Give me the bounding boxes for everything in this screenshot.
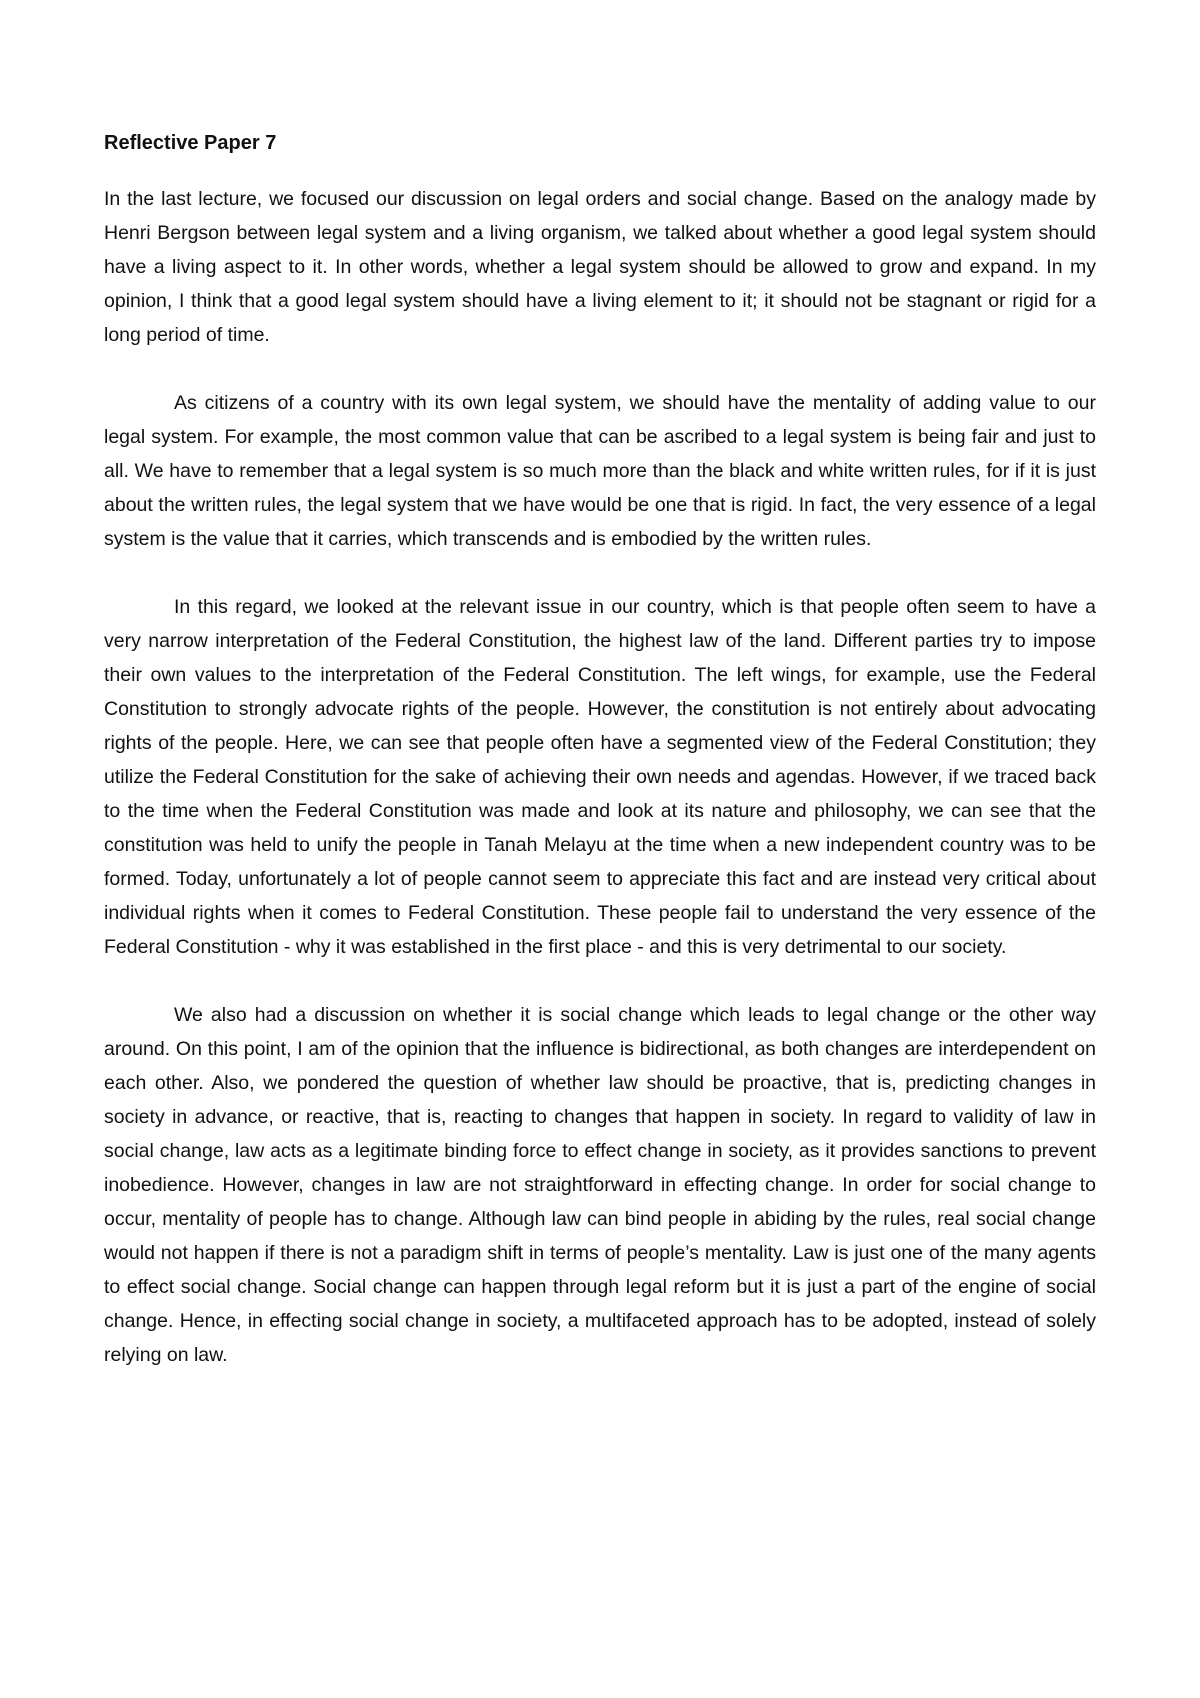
- paragraph-1: In the last lecture, we focused our discussion on legal orders and social change. Based on the analogy made by Henri Bergson between legal system and a living organism, we talked about whether a good legal system should have a living aspect to it. In other words, whether a legal system should be allowed to grow and expand. In my opinion, I think that a good legal system should have a living element to it; it should not be stagnant or rigid for a long period of time.: [104, 188, 1096, 346]
- paragraph-2: As citizens of a country with its own legal system, we should have the mentality of adding value to our legal system. For example, the most common value that can be ascribed to a legal system is being fair and just to all. We have to remember that a legal system is so much more than the black and white written rules, for if it is just about the written rules, the legal system that we have would be one that is rigid. In fact, the very essence of a legal system is the value that it carries, which transcends and is embodied by the written rules.: [104, 392, 1096, 550]
- document-body: [104, 126, 1096, 1372]
- document-title: Reflective Paper 7: [104, 132, 277, 154]
- paragraph-4: We also had a discussion on whether it is social change which leads to legal change or the other way around. On this point, I am of the opinion that the influence is bidirectional, as both changes are interdependent on each other. Also, we pondered the question of whether law should be proactive, that is, predicting changes in society in advance, or reactive, that is, reacting to changes that happen in society. In regard to validity of law in social change, law acts as a legitimate binding force to effect change in society, as it provides sanctions to prevent inobedience. However, changes in law are not straightforward in effecting change. In order for social change to occur, mentality of people has to change. Although law can bind people in abiding by the rules, real social change would not happen if there is not a paradigm shift in terms of people’s mentality. Law is just one of the many agents to effect social change. Social change can happen through legal reform but it is just a part of the engine of social change. Hence, in effecting social change in society, a multifaceted approach has to be adopted, instead of solely relying on law.: [104, 1004, 1096, 1366]
- paragraph-3: In this regard, we looked at the relevant issue in our country, which is that people often seem to have a very narrow interpretation of the Federal Constitution, the highest law of the land. Different parties try to impose their own values to the interpretation of the Federal Constitution. The left wings, for example, use the Federal Constitution to strongly advocate rights of the people. However, the constitution is not entirely about advocating rights of the people. Here, we can see that people often have a segmented view of the Federal Constitution; they utilize the Federal Constitution for the sake of achieving their own needs and agendas. However, if we traced back to the time when the Federal Constitution was made and look at its nature and philosophy, we can see that the constitution was held to unify the people in Tanah Melayu at the time when a new independent country was to be formed. Today, unfortunately a lot of people cannot seem to appreciate this fact and are instead very critical about individual rights when it comes to Federal Constitution. These people fail to understand the very essence of the Federal Constitution - why it was established in the first place - and this is very detrimental to our society.: [104, 596, 1096, 958]
